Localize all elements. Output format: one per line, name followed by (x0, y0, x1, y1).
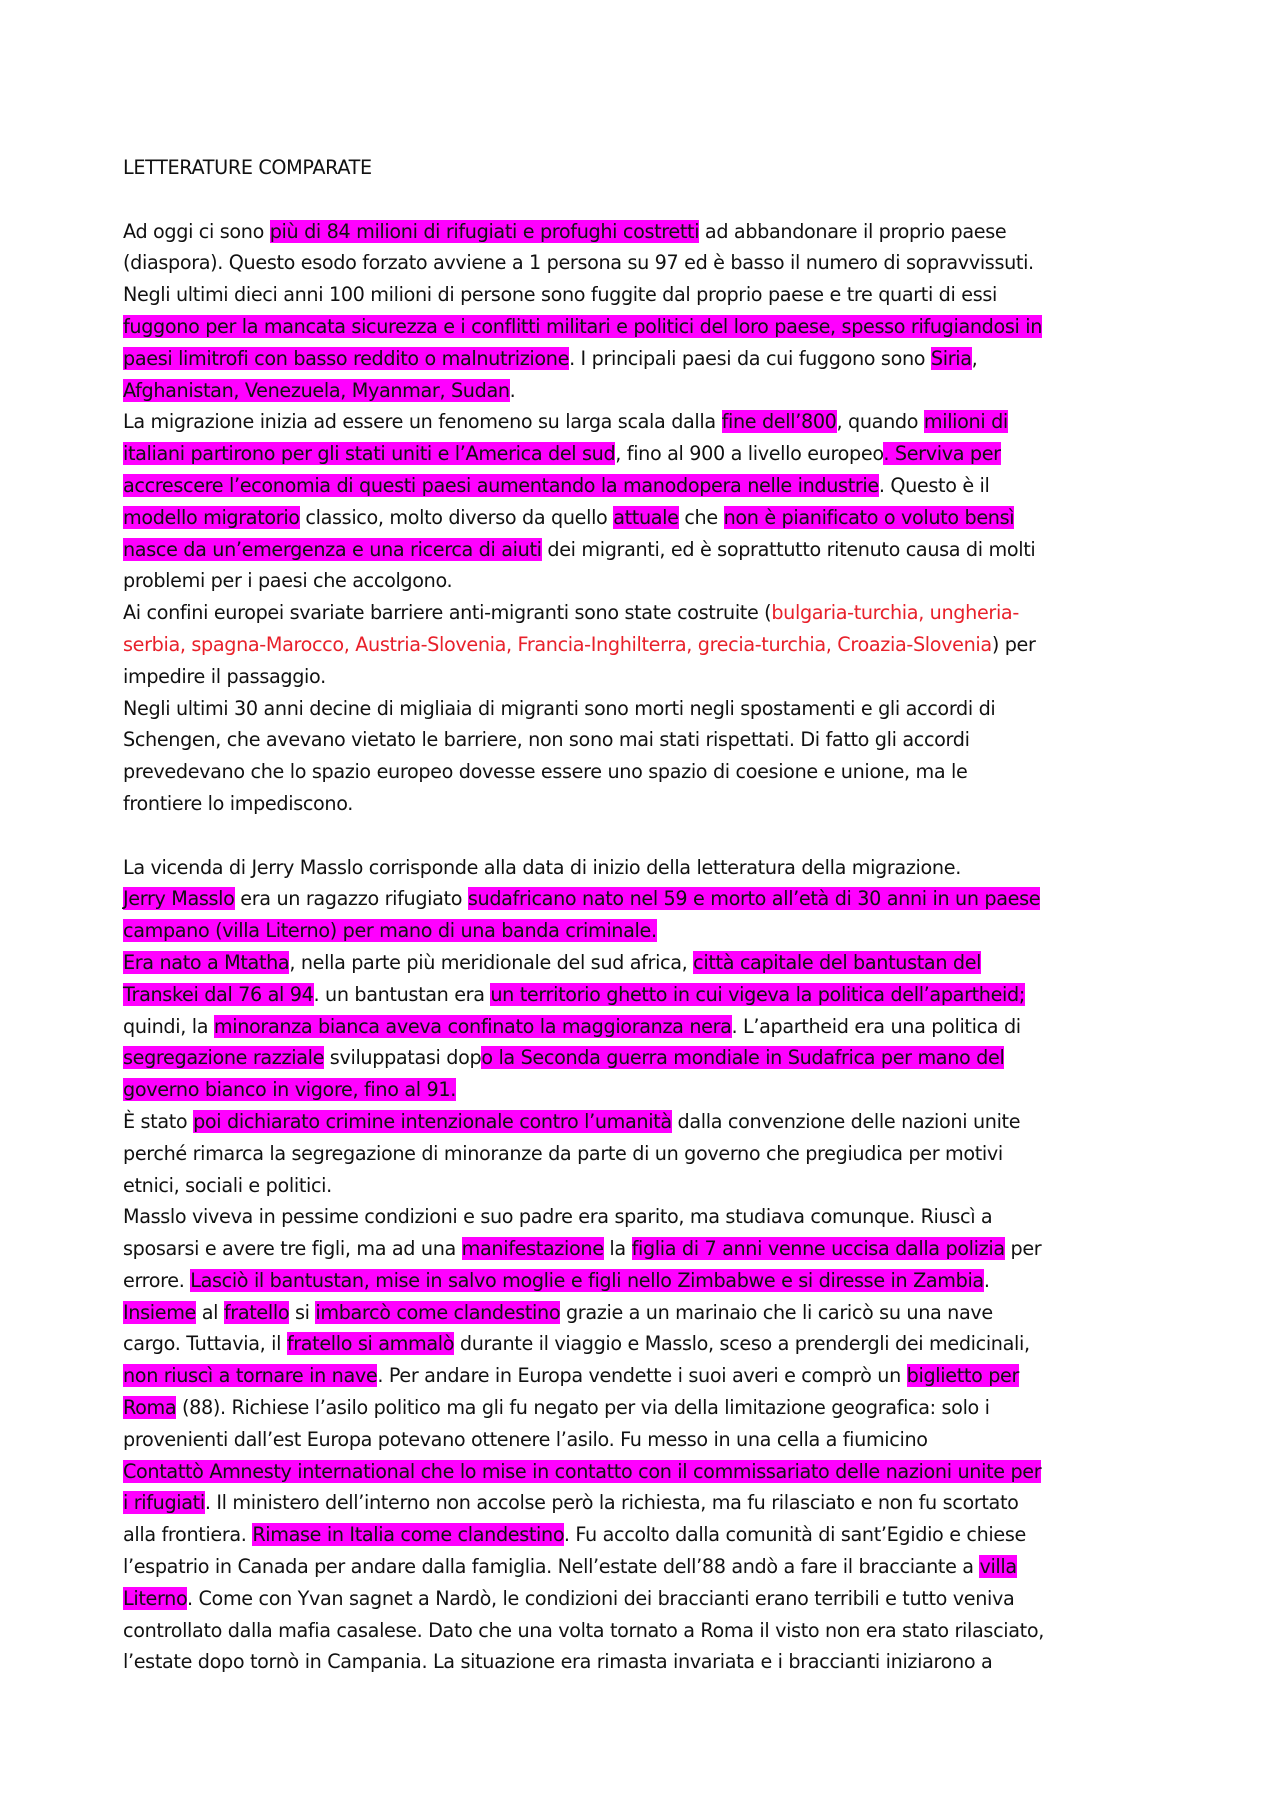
text-segment: La migrazione inizia ad essere un fenomeno su larga scala dalla (123, 410, 722, 434)
highlighted-text: segregazione razziale (123, 1046, 325, 1070)
text-line (123, 1615, 1183, 1647)
text-line (123, 375, 1183, 407)
text-line (123, 629, 1183, 661)
highlighted-text: imbarcò come clandestino (315, 1300, 561, 1324)
text-segment: sposarsi e avere tre figli, ma ad una (123, 1237, 462, 1261)
highlighted-text: Era nato a Mtatha (123, 950, 290, 974)
text-segment: controllato dalla mafia casalese. Dato che una volta tornato a Roma il visto non era stato rilasciato, (123, 1618, 1044, 1642)
highlighted-text: italiani partirono per gli stati uniti e l’America del sud (123, 442, 616, 466)
text-line (123, 1487, 1183, 1519)
text-line (123, 756, 1183, 788)
highlighted-text: un territorio ghetto in cui vigeva la politica dell’apartheid; (490, 982, 1025, 1006)
red-text: bulgaria-turchia, ungheria- (771, 601, 1019, 625)
text-line (123, 565, 1183, 597)
text-line (123, 247, 1183, 279)
highlighted-text: attuale (613, 505, 679, 529)
text-segment: Ai confini europei svariate barriere anti-migranti sono state costruite ( (123, 601, 772, 625)
text-segment: quindi, la (123, 1014, 214, 1038)
text-segment: . Il ministero dell’interno non accolse però la richiesta, ma fu rilasciato e non fu scortato (204, 1491, 1019, 1515)
highlighted-text: . Serviva per (883, 442, 1001, 466)
text-line (123, 1328, 1183, 1360)
text-line (123, 883, 1183, 915)
blank-line (123, 820, 1183, 852)
text-segment: errore. (123, 1268, 191, 1292)
text-line (123, 1042, 1183, 1074)
text-line (123, 1201, 1183, 1233)
highlighted-text: modello migratorio (123, 505, 300, 529)
text-segment: (diaspora). Questo esodo forzato avviene a 1 persona su 97 ed è basso il numero di sopravvissuti. (123, 251, 1034, 275)
text-line (123, 343, 1183, 375)
text-line (123, 1424, 1183, 1456)
text-segment: Negli ultimi dieci anni 100 milioni di persone sono fuggite dal proprio paese e tre quarti di essi (123, 283, 997, 307)
text-line (123, 1297, 1183, 1329)
text-segment: alla frontiera. (123, 1523, 253, 1547)
text-line (123, 311, 1183, 343)
text-line (123, 693, 1183, 725)
text-line (123, 1074, 1183, 1106)
highlighted-text: Insieme (123, 1300, 196, 1324)
highlighted-text: villa (979, 1555, 1017, 1579)
text-segment: per (1004, 1237, 1042, 1261)
highlighted-text: fratello si ammalò (286, 1332, 455, 1356)
text-segment: al (196, 1300, 224, 1324)
text-segment: Negli ultimi 30 anni decine di migliaia di migranti sono morti negli spostamenti e gli accordi di (123, 696, 996, 720)
text-segment: . Per andare in Europa vendette i suoi averi e comprò un (377, 1364, 907, 1388)
text-line (123, 597, 1183, 629)
text-segment: sviluppatasi dop (324, 1046, 482, 1070)
highlighted-text: o la Seconda guerra mondiale in Sudafrica per mano del (481, 1046, 1005, 1070)
text-segment: che (678, 505, 724, 529)
text-line (123, 1138, 1183, 1170)
text-segment: La vicenda di Jerry Masslo corrisponde alla data di inizio della letteratura della migrazione. (123, 855, 961, 879)
highlighted-text: Transkei dal 76 al 94 (123, 982, 314, 1006)
text-line (123, 1551, 1183, 1583)
text-segment: . (509, 378, 516, 402)
text-segment: durante il viaggio e Masslo, sceso a prendergli dei medicinali, (454, 1332, 1030, 1356)
highlighted-text: governo bianco in vigore, fino al 91. (123, 1078, 456, 1102)
text-segment: . Fu accolto dalla comunità di sant’Egidio e chiese (563, 1523, 1026, 1547)
text-line (123, 406, 1183, 438)
text-line (123, 1233, 1183, 1265)
text-line (123, 1392, 1183, 1424)
text-line (123, 661, 1183, 693)
text-segment: l’espatrio in Canada per andare dalla famiglia. Nell’estate dell’88 andò a fare il bracciante a (123, 1555, 980, 1579)
highlighted-text: fratello (223, 1300, 290, 1324)
text-segment: Masslo viveva in pessime condizioni e suo padre era sparito, ma studiava comunque. Riuscì a (123, 1205, 993, 1229)
highlighted-text: città capitale del bantustan del (693, 950, 982, 974)
text-line (123, 1106, 1183, 1138)
text-segment: . Come con Yvan sagnet a Nardò, le condizioni dei braccianti erano terribili e tutto veniva (187, 1586, 1015, 1610)
text-line (123, 947, 1183, 979)
text-line (123, 152, 1183, 184)
text-segment: ) per (991, 632, 1036, 656)
text-segment: ad abbandonare il proprio paese (699, 219, 1007, 243)
text-segment: dalla convenzione delle nazioni unite (671, 1109, 1021, 1133)
text-segment: frontiere lo impediscono. (123, 791, 354, 815)
text-line (123, 1265, 1183, 1297)
highlighted-text: Lasciò il bantustan, mise in salvo moglie e figli nello Zimbabwe e si diresse in Zambia (190, 1268, 984, 1292)
highlighted-text: i rifugiati (123, 1491, 205, 1515)
text-segment: si (289, 1300, 316, 1324)
highlighted-text: Roma (123, 1396, 177, 1420)
text-segment: . un bantustan era (313, 982, 491, 1006)
highlighted-text: biglietto per (906, 1364, 1020, 1388)
highlighted-text: fine dell’800 (721, 410, 837, 434)
text-line (123, 852, 1183, 884)
text-segment: . Questo è il (878, 473, 990, 497)
text-line (123, 724, 1183, 756)
highlighted-text: Siria (930, 346, 972, 370)
text-segment: prevedevano che lo spazio europeo dovesse essere uno spazio di coesione e unione, ma le (123, 760, 968, 784)
highlighted-text: poi dichiarato crimine intenzionale contro l’umanità (193, 1109, 672, 1133)
text-segment: , (971, 346, 978, 370)
highlighted-text: milioni di (923, 410, 1008, 434)
text-line (123, 216, 1183, 248)
text-line (123, 1519, 1183, 1551)
highlighted-text: Afghanistan, Venezuela, Myanmar, Sudan (123, 378, 510, 402)
text-segment: . I principali paesi da cui fuggono sono (569, 346, 931, 370)
highlighted-text: non è pianificato o voluto bensì (723, 505, 1015, 529)
text-segment: (88). Richiese l’asilo politico ma gli fu negato per via della limitazione geografica: solo i (176, 1396, 990, 1420)
text-line (123, 1011, 1183, 1043)
text-segment: , quando (836, 410, 924, 434)
text-segment: classico, molto diverso da quello (299, 505, 614, 529)
text-line (123, 979, 1183, 1011)
text-line (123, 279, 1183, 311)
text-segment: , nella parte più meridionale del sud africa, (289, 950, 694, 974)
text-line (123, 470, 1183, 502)
text-segment: impedire il passaggio. (123, 664, 326, 688)
text-segment: grazie a un marinaio che li caricò su una nave (560, 1300, 993, 1324)
highlighted-text: Contattò Amnesty international che lo mise in contatto con il commissariato delle nazioni unite per (123, 1459, 1042, 1483)
text-segment: etnici, sociali e politici. (123, 1173, 332, 1197)
text-line (123, 915, 1183, 947)
highlighted-text: accrescere l’economia di questi paesi aumentando la manodopera nelle industrie (123, 473, 879, 497)
text-line (123, 502, 1183, 534)
highlighted-text: figlia di 7 anni venne uccisa dalla polizia (631, 1237, 1005, 1261)
text-line (123, 1646, 1183, 1678)
highlighted-text: manifestazione (461, 1237, 604, 1261)
text-segment: perché rimarca la segregazione di minoranze da parte di un governo che pregiudica per motivi (123, 1141, 1003, 1165)
red-text: serbia, spagna-Marocco, Austria-Slovenia, Francia-Inghilterra, grecia-turchia, Croazia-Slovenia (123, 632, 992, 656)
highlighted-text: paesi limitrofi con basso reddito o malnutrizione (123, 346, 570, 370)
text-segment: LETTERATURE COMPARATE (123, 156, 372, 179)
text-segment: cargo. Tuttavia, il (123, 1332, 287, 1356)
highlighted-text: campano (villa Literno) per mano di una banda criminale. (123, 919, 657, 943)
highlighted-text: più di 84 milioni di rifugiati e profughi costretti (269, 219, 700, 243)
highlighted-text: fuggono per la mancata sicurezza e i conflitti militari e politici del loro paese, spesso rifugiandosi in (123, 314, 1043, 338)
text-segment: provenienti dall’est Europa potevano ottenere l’asilo. Fu messo in una cella a fiumicino (123, 1427, 928, 1451)
text-line (123, 1360, 1183, 1392)
text-line (123, 438, 1183, 470)
text-segment: era un ragazzo rifugiato (234, 887, 468, 911)
text-segment: Schengen, che avevano vietato le barriere, non sono mai stati rispettati. Di fatto gli accordi (123, 728, 970, 752)
text-segment: . (983, 1268, 990, 1292)
highlighted-text: Jerry Masslo (123, 887, 235, 911)
highlighted-text: Rimase in Italia come clandestino (252, 1523, 564, 1547)
text-line (123, 534, 1183, 566)
highlighted-text: minoranza bianca aveva confinato la maggioranza nera (213, 1014, 732, 1038)
text-segment: È stato (123, 1109, 194, 1133)
highlighted-text: Literno (123, 1586, 188, 1610)
text-line (123, 1456, 1183, 1488)
text-segment: la (603, 1237, 632, 1261)
text-line (123, 788, 1183, 820)
text-line (123, 1583, 1183, 1615)
text-line (123, 1170, 1183, 1202)
document-body (123, 152, 1183, 1678)
highlighted-text: sudafricano nato nel 59 e morto all’età di 30 anni in un paese (467, 887, 1041, 911)
text-segment: , fino al 900 a livello europeo (615, 442, 884, 466)
text-segment: dei migranti, ed è soprattutto ritenuto causa di molti (541, 537, 1036, 561)
text-segment: Ad oggi ci sono (123, 219, 270, 243)
text-segment: problemi per i paesi che accolgono. (123, 569, 453, 593)
blank-line (123, 184, 1183, 216)
highlighted-text: non riuscì a tornare in nave (123, 1364, 378, 1388)
text-segment: . L’apartheid era una politica di (731, 1014, 1021, 1038)
text-segment: l’estate dopo tornò in Campania. La situazione era rimasta invariata e i braccianti iniziarono a (123, 1650, 993, 1674)
highlighted-text: nasce da un’emergenza e una ricerca di aiuti (123, 537, 542, 561)
